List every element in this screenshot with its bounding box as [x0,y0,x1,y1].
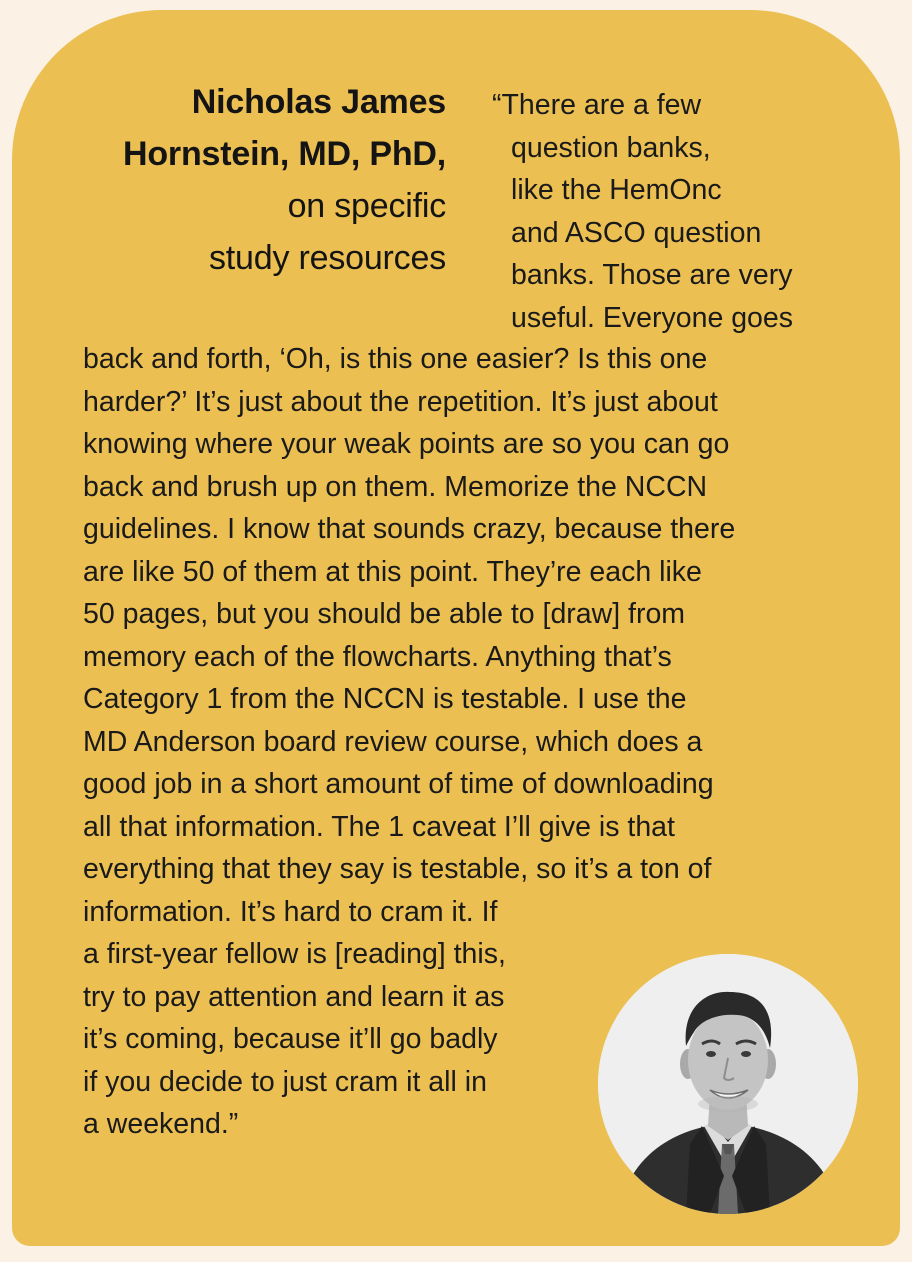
quote-body-line: good job in a short amount of time of downloading [83,768,714,800]
quote-body-line: guidelines. I know that sounds crazy, because there [83,513,736,545]
quote-body-line: try to pay attention and learn it as [83,980,505,1013]
quote-body-line: back and forth, ‘Oh, is this one easier? Is this one [83,343,708,375]
quote-lead-line: banks. Those are very [511,259,793,291]
quote-lead-line: like the HemOnc [511,174,722,206]
quote-body-line: back and brush up on them. Memorize the NCCN [83,470,708,503]
quote-body-line: memory each of the flowcharts. Anything that’s [83,640,672,673]
quote-lead-line: question banks, [511,131,711,164]
quote-lead [492,84,852,339]
quote-body-line: all that information. The 1 caveat I’ll give is that [83,810,675,843]
quote-body-line: Category 1 from the NCCN is testable. I use the [83,683,687,715]
quote-body-line: knowing where your weak points are so you can go [83,428,730,460]
quote-body-line: a first-year fellow is [reading] this, [83,938,506,970]
speaker-headshot [598,954,858,1214]
quote-body-line: MD Anderson board review course, which does a [83,725,703,758]
quote-sidebar-card [12,10,900,1246]
quote-body-line: information. It’s hard to cram it. If [83,895,498,928]
quote-body-line: 50 pages, but you should be able to [draw] from [83,598,686,630]
quote-body-line: harder?’ It’s just about the repetition. It’s just about [83,385,718,418]
quote-body-line: are like 50 of them at this point. They’re each like [83,555,702,588]
speaker-name-line-2: Hornstein, MD, PhD, [123,135,446,173]
speaker-name-line-1: Nicholas James [191,83,446,121]
headshot-photo-icon [598,954,858,1214]
quote-lead-line: and ASCO question [511,216,762,249]
quote-body-line: if you decide to just cram it all in [83,1065,487,1098]
quote-lead-line: “There are a few [492,89,702,121]
quote-body-line: it’s coming, because it’ll go badly [83,1023,498,1055]
topic-line-1: on specific [287,187,446,225]
topic-line-2: study resources [209,239,446,277]
quote-body-line: a weekend.” [83,1108,239,1140]
quote-lead-line: useful. Everyone goes [511,301,794,334]
speaker-heading [72,76,446,284]
quote-body-line: everything that they say is testable, so it’s a ton of [83,853,712,885]
